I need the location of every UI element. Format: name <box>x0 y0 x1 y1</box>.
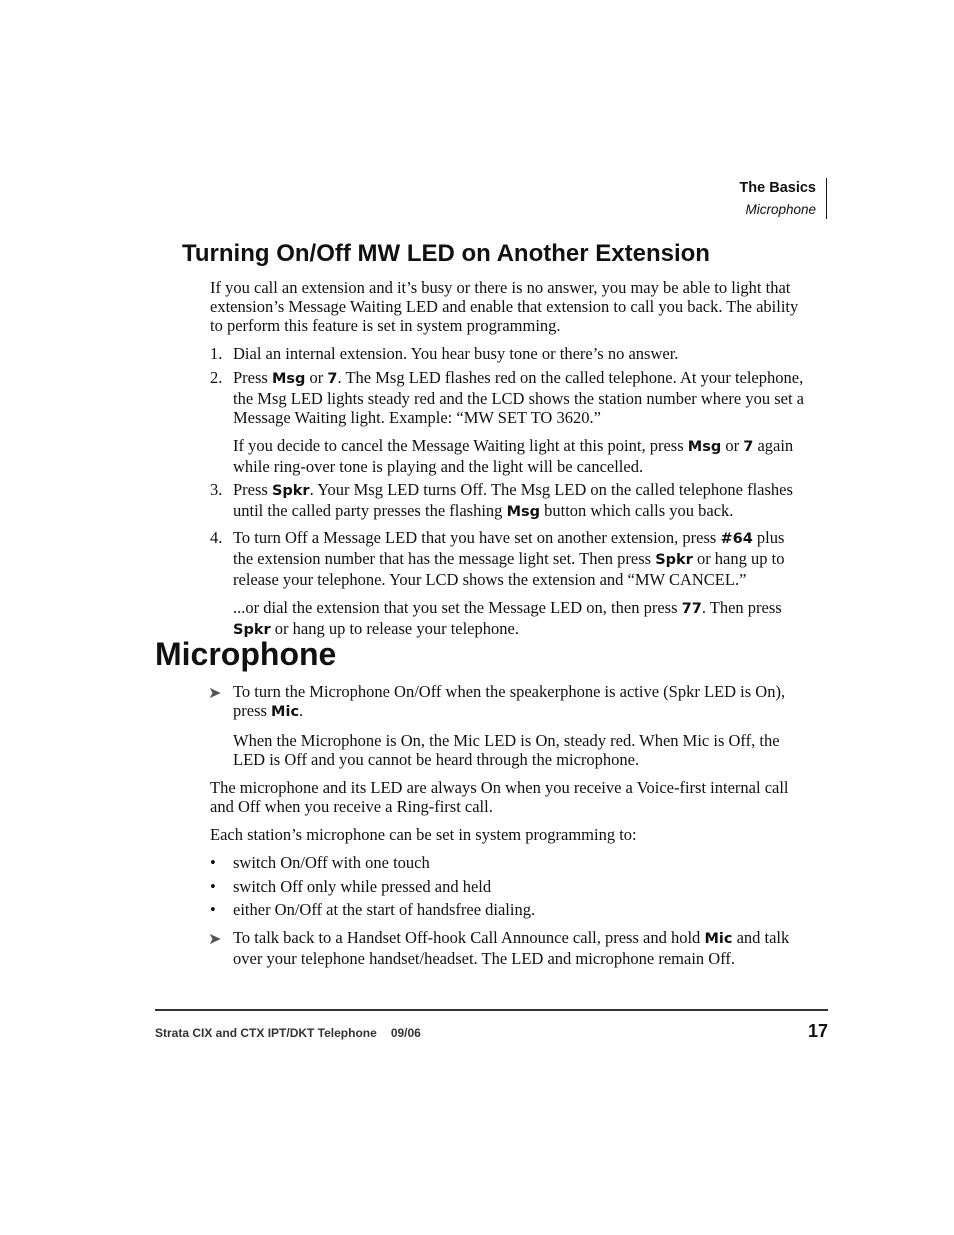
tip-talk-back <box>210 928 806 968</box>
mic-key: Mic <box>704 931 733 947</box>
note-text: ...or dial the extension that you set the Message LED on, then press <box>233 598 682 617</box>
key-7: 7 <box>327 371 338 387</box>
arrow-icon: ➤ <box>208 685 222 702</box>
step-4 <box>210 528 806 589</box>
bullet-item <box>210 877 806 896</box>
step-number: 1. <box>210 344 223 363</box>
step-text: Press <box>233 480 272 499</box>
note-text: If you decide to cancel the Message Waiting light at this point, press <box>233 436 688 455</box>
tip-text: To talk back to a Handset Off-hook Call Announce call, press and hold <box>233 928 705 947</box>
bullet-icon: • <box>210 853 216 872</box>
step-text: . The Msg LED flashes red on the called telephone. At your telephone, the Msg LED lights steady red and the LCD shows the station number where you set a Message Waiting light. Example: “MW SET TO 3620.” <box>233 368 804 427</box>
step-text: To turn Off a Message LED that you have set on another extension, press <box>233 528 721 547</box>
intro-paragraph: If you call an extension and it’s busy or there is no answer, you may be able to light that extension’s Message Waiting LED and enable that extension to call you back. The ability to perform this feature is set in system programming. <box>210 278 799 335</box>
msg-key: Msg <box>506 504 541 520</box>
note-text: . Then press <box>701 598 782 617</box>
step-text: . Your Msg LED turns Off. The Msg LED on the called telephone flashes until the called party presses the flashing <box>233 480 793 520</box>
msg-key: Msg <box>271 371 306 387</box>
running-head-rule <box>826 178 827 219</box>
section-body <box>210 278 806 640</box>
bullet-text: switch Off only while pressed and held <box>233 877 492 896</box>
step-text: Dial an internal extension. You hear busy tone or there’s no answer. <box>233 344 679 363</box>
footer-rule <box>155 1009 828 1011</box>
step-number: 2. <box>210 368 223 387</box>
bullet-item <box>210 900 806 919</box>
tip-detail: When the Microphone is On, the Mic LED is On, steady red. When Mic is Off, the LED is Off and you cannot be heard through the microphone. <box>233 731 780 769</box>
code-64: #64 <box>720 531 753 547</box>
tip-text: and talk over your telephone handset/headset. The LED and microphone remain Off. <box>233 928 790 968</box>
step-1 <box>210 344 806 363</box>
spkr-key: Spkr <box>271 483 310 499</box>
step-text: button which calls you back. <box>540 501 734 520</box>
tip-text: . <box>299 701 304 720</box>
step-text: Press <box>233 368 272 387</box>
page-number: 17 <box>807 1021 828 1041</box>
bullet-text: switch On/Off with one touch <box>233 853 430 872</box>
key-7: 7 <box>743 439 754 455</box>
footer-product <box>155 1026 421 1040</box>
step-4-note <box>210 598 806 640</box>
spkr-key: Spkr <box>233 622 271 638</box>
arrow-icon: ➤ <box>208 931 222 948</box>
footer-date: 09/06 <box>390 1026 421 1040</box>
tip-mic-toggle <box>210 682 806 722</box>
step-number: 3. <box>210 480 223 499</box>
step-number: 4. <box>210 528 223 547</box>
bullet-item <box>210 853 806 872</box>
note-text: again while ring-over tone is playing and the light will be cancelled. <box>233 436 794 476</box>
step-2 <box>210 368 806 427</box>
mic-paragraph-1: The microphone and its LED are always On when you receive a Voice-first internal call and Off when you receive a Ring-first call. <box>210 778 789 816</box>
mic-paragraph-2: Each station’s microphone can be set in system programming to: <box>210 825 637 844</box>
step-text: plus the extension number that has the message light set. Then press <box>233 528 785 568</box>
microphone-body <box>210 682 806 968</box>
bullet-text: either On/Off at the start of handsfree dialing. <box>233 900 536 919</box>
running-head-subtitle: Microphone <box>745 202 816 217</box>
spkr-key: Spkr <box>655 552 693 568</box>
note-text: or <box>721 436 744 455</box>
section-heading: Turning On/Off MW LED on Another Extension <box>182 240 710 267</box>
mic-key: Mic <box>271 704 300 720</box>
step-2-note <box>210 436 806 476</box>
running-head <box>739 178 816 220</box>
step-text: or <box>305 368 328 387</box>
tip-text: To turn the Microphone On/Off when the speakerphone is active (Spkr LED is On), press <box>233 682 786 720</box>
footer-product-name: Strata CIX and CTX IPT/DKT Telephone <box>155 1026 377 1040</box>
running-head-title: The Basics <box>739 180 816 196</box>
bullet-icon: • <box>210 877 216 896</box>
step-3 <box>210 480 806 522</box>
msg-key: Msg <box>687 439 722 455</box>
microphone-heading: Microphone <box>155 636 337 672</box>
bullet-icon: • <box>210 900 216 919</box>
step-text: or hang up to release your telephone. Your LCD shows the extension and “MW CANCEL.” <box>233 549 785 589</box>
code-77: 77 <box>681 601 702 617</box>
note-text: or hang up to release your telephone. <box>270 619 519 638</box>
